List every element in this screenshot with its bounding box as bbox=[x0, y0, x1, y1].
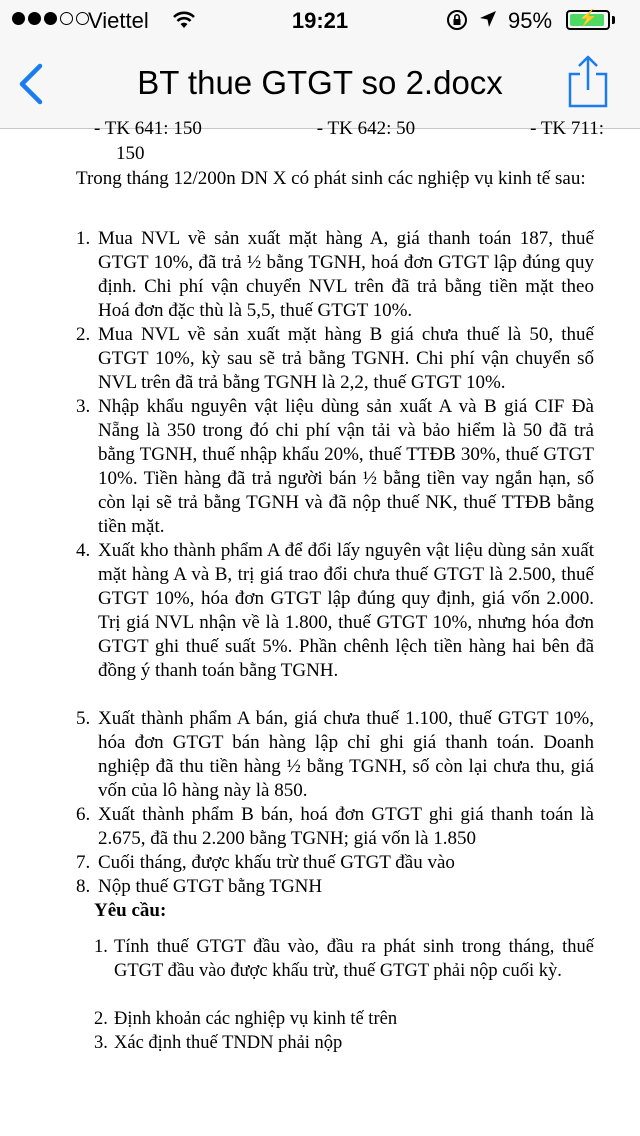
account-entry: - TK 642: 50 bbox=[316, 118, 416, 139]
intro-paragraph: Trong tháng 12/200n DN X có phát sinh các nghiệp vụ kinh tế sau: bbox=[76, 168, 586, 189]
list-number: 3. bbox=[76, 396, 91, 417]
requirement-item bbox=[94, 1007, 594, 1031]
list-text: Xác định thuế TNDN phải nộp bbox=[114, 1033, 343, 1053]
account-entry-continued: 150 bbox=[116, 143, 145, 164]
list-item bbox=[76, 803, 594, 851]
back-button[interactable] bbox=[14, 60, 50, 108]
list-number: 2. bbox=[94, 1009, 108, 1029]
list-text: Cuối tháng, được khấu trừ thuế GTGT đầu vào bbox=[98, 852, 455, 873]
requirement-item bbox=[94, 935, 594, 983]
list-text: Tính thuế GTGT đầu vào, đầu ra phát sinh trong tháng, thuế GTGT đầu vào được khấu trừ, thuế GTGT phải nộp cuối kỳ. bbox=[114, 937, 594, 981]
list-number: 7. bbox=[76, 852, 91, 873]
charging-bolt-icon: ⚡ bbox=[578, 10, 598, 27]
list-number: 1. bbox=[94, 937, 108, 957]
carrier-name: Viettel bbox=[88, 8, 149, 33]
list-number: 5. bbox=[76, 708, 91, 729]
requirement-item bbox=[94, 1031, 594, 1055]
list-item bbox=[76, 323, 594, 395]
list-text: Xuất kho thành phẩm A để đổi lấy nguyên vật liệu dùng sản xuất mặt hàng A và B, trị giá trao đổi chưa thuế GTGT là 2.500, thuế GTGT 10%, hóa đơn GTGT lập đúng quy định, giá vốn 2.000. Trị giá NVL nhận về là 1.800, thuế GTGT 10%, nhưng hóa đơn GTGT ghi thuế suất 5%. Phần chênh lệch tiền hàng hai bên đã đồng ý thanh toán bằng TGNH. bbox=[98, 540, 594, 681]
navigation-bar bbox=[0, 40, 640, 129]
list-text: Mua NVL về sản xuất mặt hàng B giá chưa thuế là 50, thuế GTGT 10%, kỳ sau sẽ trả bằng TGNH. Chi phí vận chuyển số NVL trên đã trả bằng TGNH là 2,2, thuế GTGT 10%. bbox=[98, 324, 594, 393]
list-number: 3. bbox=[94, 1033, 108, 1053]
list-text: Xuất thành phẩm B bán, hoá đơn GTGT ghi giá thanh toán là 2.675, đã thu 2.200 bằng TGNH; giá vốn là 1.850 bbox=[98, 804, 594, 849]
list-text: Xuất thành phẩm A bán, giá chưa thuế 1.100, thuế GTGT 10%, hóa đơn GTGT bán hàng lập chỉ ghi giá thanh toán. Doanh nghiệp đã thu tiền hàng ½ bằng TGNH, số còn lại chưa thu, giá vốn của lô hàng này là 850. bbox=[98, 708, 594, 801]
list-item bbox=[76, 875, 594, 899]
list-number: 6. bbox=[76, 804, 91, 825]
partial-account-line bbox=[94, 117, 604, 141]
list-item bbox=[76, 539, 594, 683]
battery-nub bbox=[612, 16, 615, 24]
list-item bbox=[76, 395, 594, 539]
battery-icon bbox=[566, 10, 610, 30]
location-arrow-icon bbox=[478, 8, 498, 36]
list-number: 4. bbox=[76, 540, 91, 561]
clock: 19:21 bbox=[291, 8, 349, 33]
chevron-left-icon bbox=[14, 60, 50, 108]
orientation-lock-icon bbox=[446, 9, 468, 37]
list-number: 2. bbox=[76, 324, 91, 345]
list-item bbox=[76, 227, 594, 323]
list-text: Nhập khẩu nguyên vật liệu dùng sản xuất A và B giá CIF Đà Nẵng là 350 trong đó chi phí vận tải và bảo hiểm là 50 đã trả bằng TGNH, thuế nhập khẩu 20%, thuế TTĐB 30%, thuế GTGT 10%. Tiền hàng đã trả người bán ½ bằng tiền vay ngắn hạn, số còn lại sẽ trả bằng TGNH và đã nộp thuế NK, thuế TTĐB bằng tiền mặt. bbox=[98, 396, 594, 537]
requirements-heading: Yêu cầu: bbox=[94, 900, 167, 921]
share-icon bbox=[566, 54, 610, 110]
status-bar bbox=[0, 0, 640, 40]
battery-percent: 95% bbox=[508, 8, 553, 33]
list-text: Nộp thuế GTGT bằng TGNH bbox=[98, 876, 323, 897]
list-number: 1. bbox=[76, 228, 91, 249]
list-number: 8. bbox=[76, 876, 91, 897]
list-text: Định khoản các nghiệp vụ kinh tế trên bbox=[114, 1009, 398, 1029]
document-title: BT thue GTGT so 2.docx bbox=[137, 64, 503, 101]
list-item bbox=[76, 707, 594, 803]
list-item bbox=[76, 851, 594, 875]
share-button[interactable] bbox=[566, 54, 610, 110]
account-entry: - TK 711: bbox=[530, 118, 604, 139]
account-entry: - TK 641: 150 bbox=[94, 118, 202, 139]
list-text: Mua NVL về sản xuất mặt hàng A, giá thanh toán 187, thuế GTGT 10%, đã trả ½ bằng TGNH, hoá đơn GTGT lập đúng quy định. Chi phí vận chuyển NVL trên đã trả bằng tiền mặt theo Hoá đơn đặc thù là 5,5, thuế GTGT 10%. bbox=[98, 228, 594, 321]
document-viewer[interactable] bbox=[0, 118, 640, 1136]
